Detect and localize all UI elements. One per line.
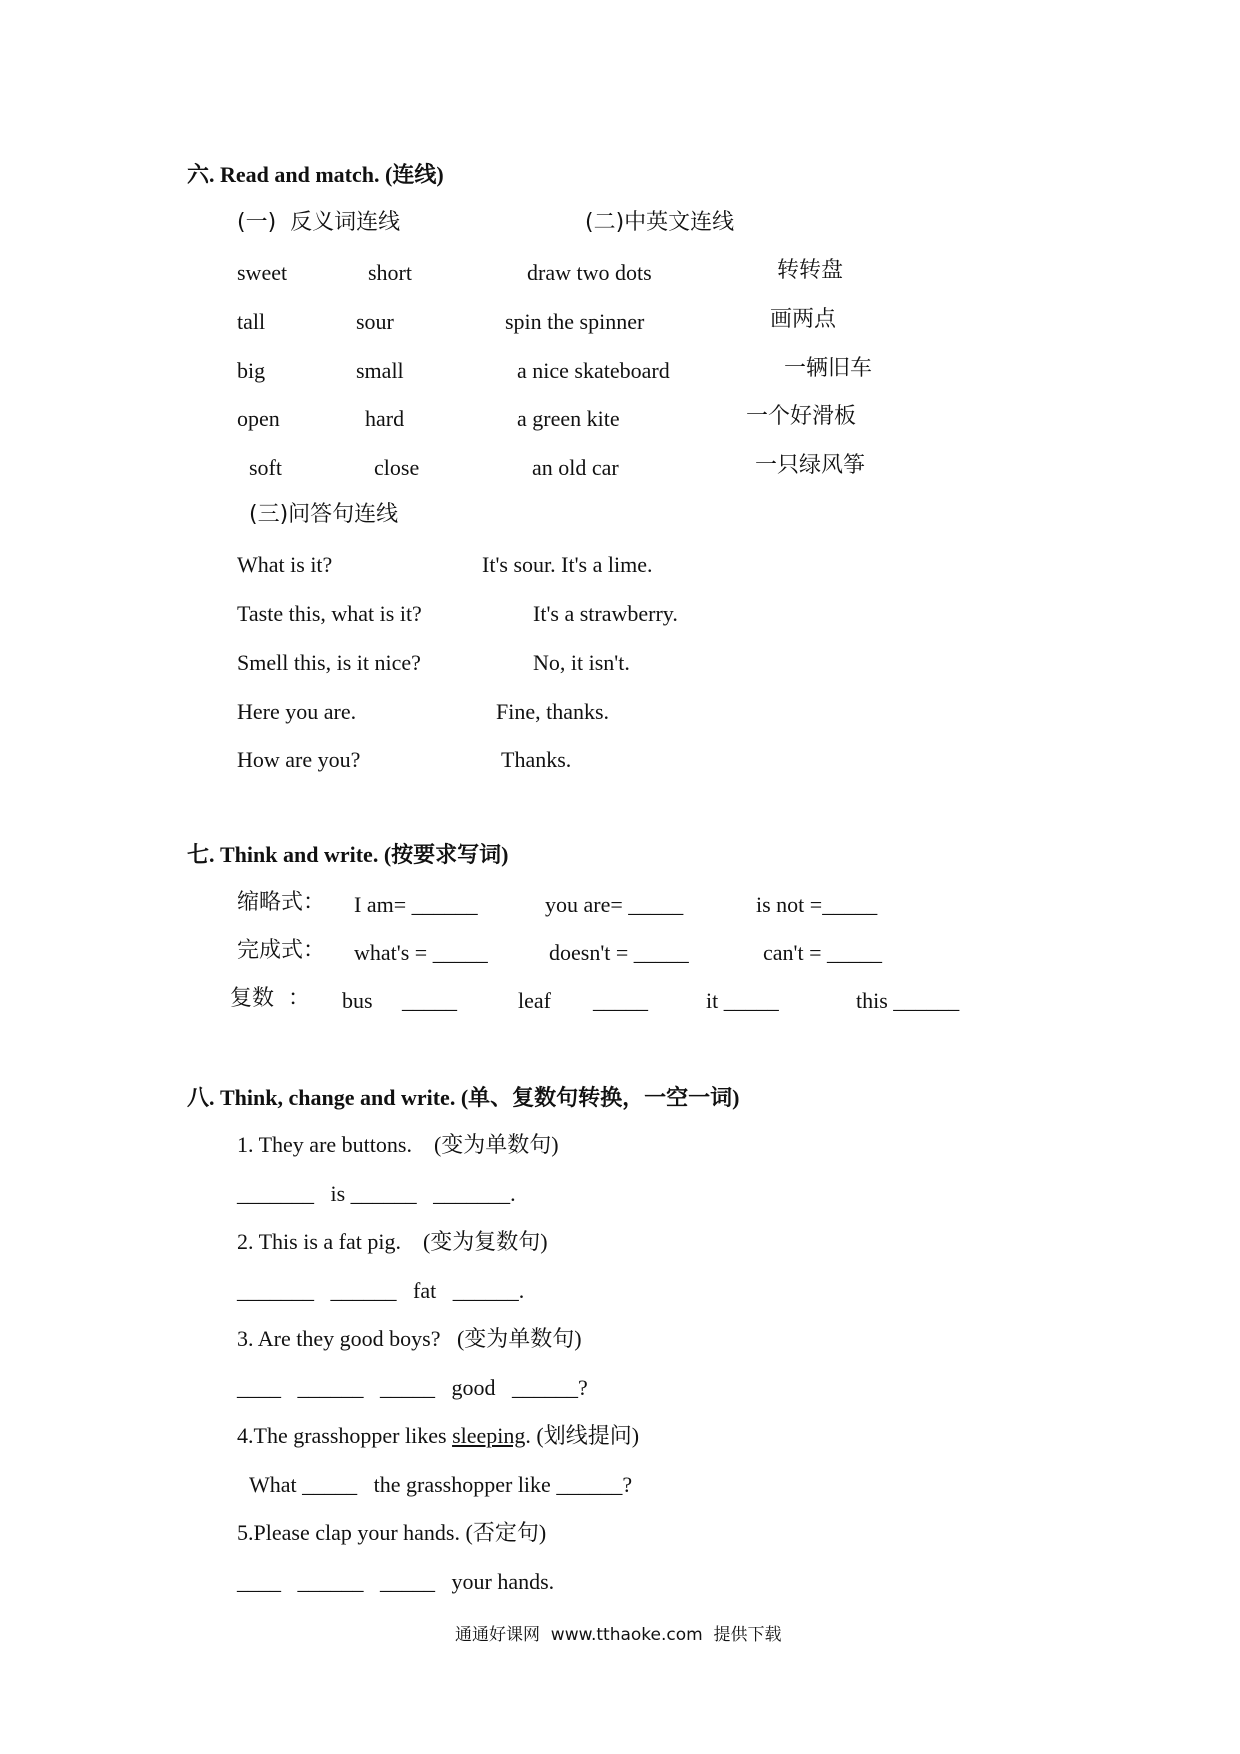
exercise-1-question: 1. They are buttons. (变为单数句): [237, 1132, 559, 1157]
antonym-left-1: sweet: [237, 260, 288, 285]
subheading-qa: (三)问答句连线: [249, 502, 399, 527]
translation-en-5: an old car: [532, 455, 619, 480]
exercise-4-question: [237, 1423, 639, 1449]
exercise-4-question-text: 4.The grasshopper likes: [237, 1423, 453, 1448]
translation-zh-3: 一辆旧车: [784, 356, 873, 381]
exercise-1-answer: _______ is ______ _______.: [237, 1181, 516, 1206]
translation-en-3: a nice skateboard: [517, 358, 670, 383]
full-form-3: can't = _____: [763, 940, 883, 965]
question-3: Smell this, is it nice?: [237, 650, 421, 675]
contraction-label: 缩略式：: [237, 890, 326, 915]
answer-3: No, it isn't.: [533, 650, 630, 675]
antonym-right-3: small: [356, 358, 404, 383]
footer-credit: 通通好课网 www.tthaoke.com 提供下载: [455, 1625, 782, 1645]
translation-zh-2: 画两点: [770, 307, 837, 332]
translation-zh-1: 转转盘: [777, 258, 844, 283]
section-8-title: 八. Think, change and write. (单、复数句转换，一空一词): [187, 1085, 740, 1110]
plural-blank-leaf: _____: [593, 988, 648, 1013]
contraction-1: I am= ______: [354, 892, 478, 917]
translation-zh-4: 一个好滑板: [746, 404, 857, 429]
answer-4: Fine, thanks.: [496, 699, 610, 724]
plural-it: it _____: [706, 988, 779, 1013]
antonym-right-4: hard: [365, 406, 405, 431]
translation-en-4: a green kite: [517, 406, 620, 431]
plural-word-leaf: leaf: [518, 988, 551, 1013]
antonym-left-5: soft: [249, 455, 282, 480]
plural-label: 复数 ：: [230, 986, 310, 1011]
translation-en-1: draw two dots: [527, 260, 652, 285]
translation-zh-5: 一只绿风筝: [755, 453, 866, 478]
exercise-5-question: 5.Please clap your hands. (否定句): [237, 1520, 547, 1545]
question-2: Taste this, what is it?: [237, 601, 422, 626]
antonym-right-1: short: [368, 260, 412, 285]
antonym-left-3: big: [237, 358, 266, 383]
section-6-title: 六. Read and match. (连线): [187, 162, 444, 187]
plural-this: this ______: [856, 988, 960, 1013]
plural-word-bus: bus: [342, 988, 373, 1013]
plural-blank-bus: _____: [402, 988, 457, 1013]
exercise-2-answer: _______ ______ fat ______.: [237, 1278, 525, 1303]
section-7-title: 七. Think and write. (按要求写词): [187, 842, 509, 867]
question-1: What is it?: [237, 552, 333, 577]
answer-2: It's a strawberry.: [533, 601, 678, 626]
full-form-2: doesn't = _____: [549, 940, 689, 965]
exercise-2-question: 2. This is a fat pig. (变为复数句): [237, 1229, 548, 1254]
answer-5: Thanks.: [501, 747, 572, 772]
exercise-4-underlined-word: sleeping: [452, 1423, 526, 1448]
question-4: Here you are.: [237, 699, 357, 724]
translation-en-2: spin the spinner: [505, 309, 645, 334]
antonym-left-2: tall: [237, 309, 266, 334]
antonym-right-2: sour: [356, 309, 394, 334]
contraction-2: you are= _____: [545, 892, 684, 917]
exercise-4-answer: What _____ the grasshopper like ______?: [249, 1472, 633, 1497]
exercise-3-answer: ____ ______ _____ good ______?: [237, 1375, 588, 1400]
exercise-5-answer: ____ ______ _____ your hands.: [237, 1569, 555, 1594]
antonym-left-4: open: [237, 406, 280, 431]
full-form-1: what's = _____: [354, 940, 488, 965]
subheading-antonyms: (一) 反义词连线: [237, 210, 401, 235]
exercise-4-question-note: . (划线提问): [525, 1423, 640, 1448]
full-form-label: 完成式：: [237, 938, 326, 963]
question-5: How are you?: [237, 747, 361, 772]
subheading-translation: (二)中英文连线: [585, 210, 735, 235]
exercise-3-question: 3. Are they good boys? (变为单数句): [237, 1326, 582, 1351]
antonym-right-5: close: [374, 455, 420, 480]
contraction-3: is not =_____: [756, 892, 878, 917]
answer-1: It's sour. It's a lime.: [482, 552, 653, 577]
